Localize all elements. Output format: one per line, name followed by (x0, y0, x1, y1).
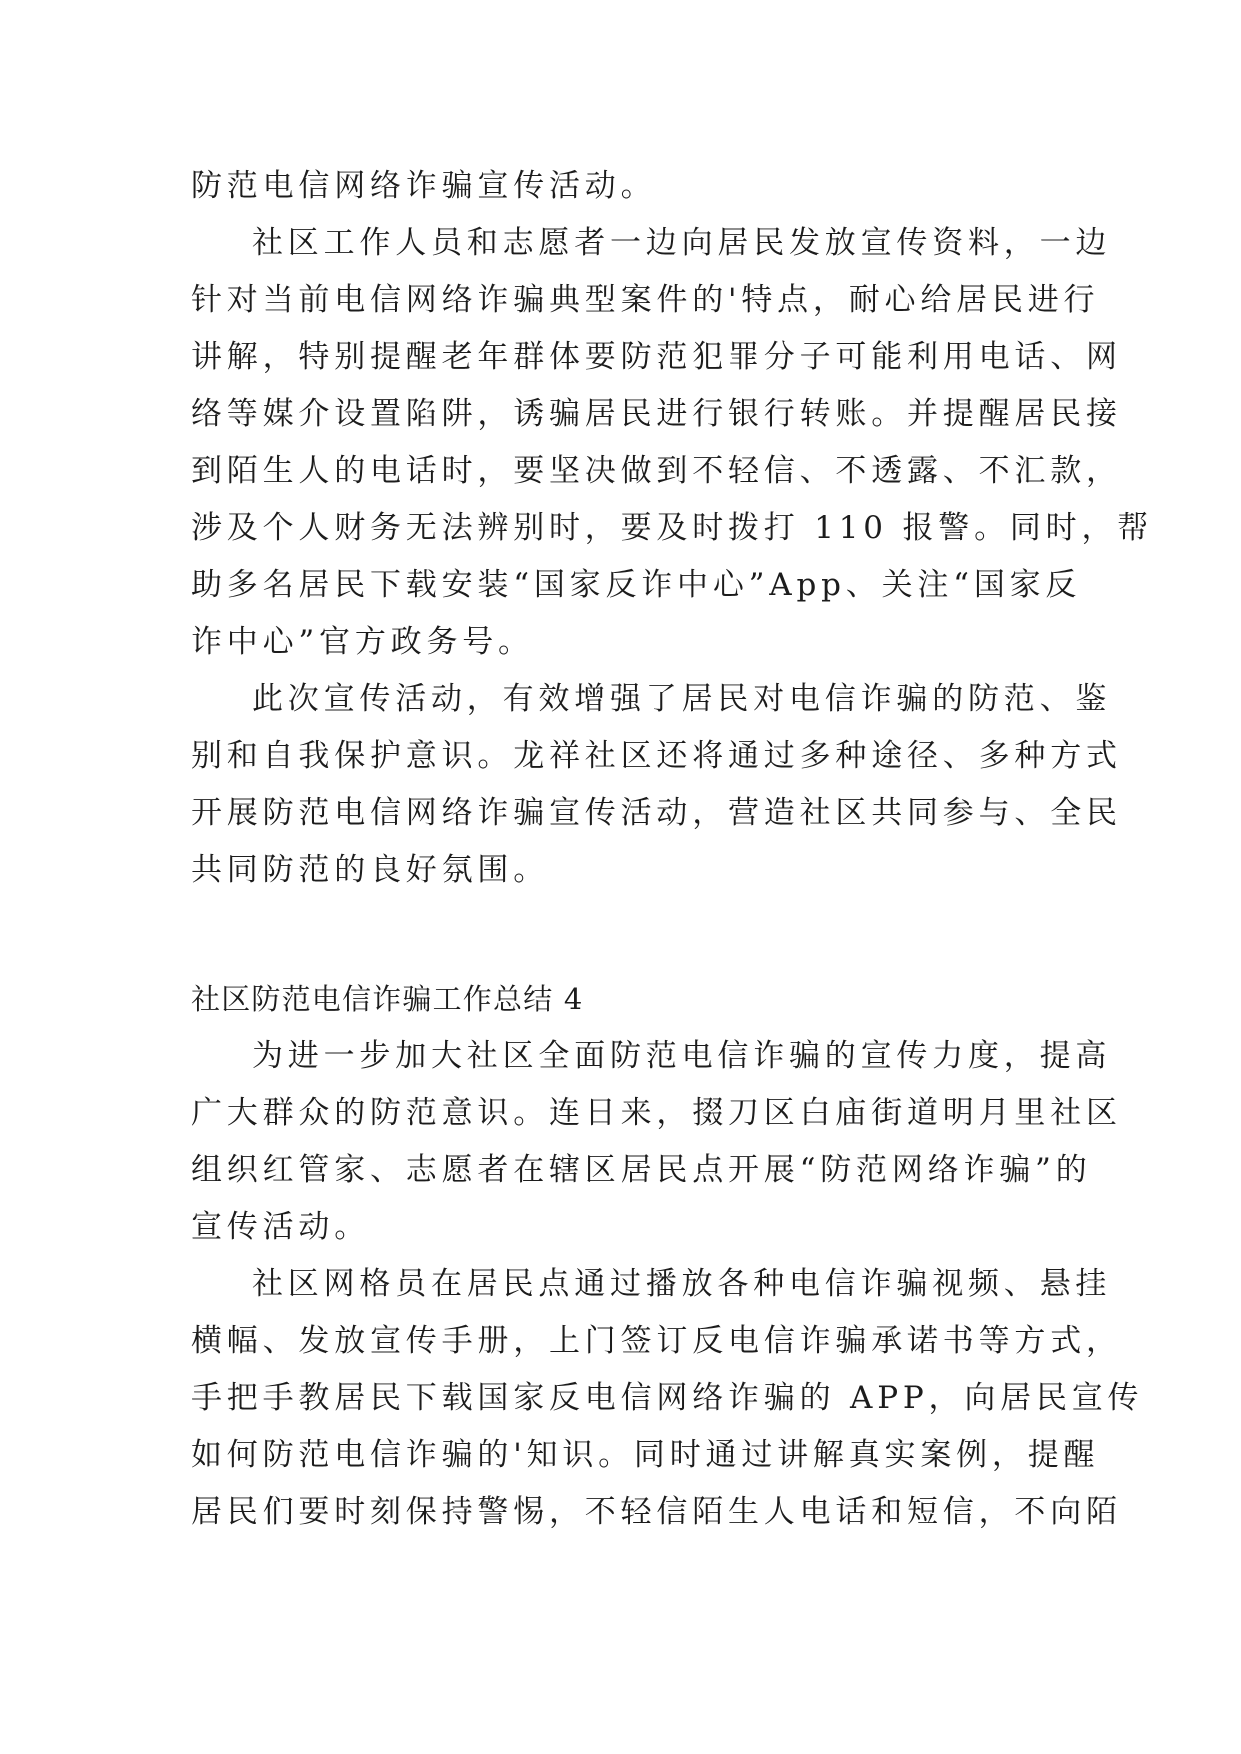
body-text-line: 涉及个人财务无法辨别时，要及时拨打 110 报警。同时，帮 (191, 510, 1154, 546)
body-text-line: 共同防范的良好氛围。 (191, 852, 549, 888)
body-text-line: 讲解，特别提醒老年群体要防范犯罪分子可能利用电话、网 (191, 339, 1122, 375)
body-text-line: 组织红管家、志愿者在辖区居民点开展“防范网络诈骗”的 (191, 1152, 1092, 1188)
paragraph-first-line: 此次宣传活动，有效增强了居民对电信诈骗的防范、鉴 (252, 681, 1112, 717)
body-text-line: 居民们要时刻保持警惕，不轻信陌生人电话和短信，不向陌 (191, 1494, 1122, 1530)
body-text-line: 广大群众的防范意识。连日来，掇刀区白庙街道明月里社区 (191, 1095, 1122, 1131)
paragraph-first-line: 社区网格员在居民点通过播放各种电信诈骗视频、悬挂 (252, 1266, 1112, 1302)
body-text-line: 络等媒介设置陷阱，诱骗居民进行银行转账。并提醒居民接 (191, 396, 1122, 432)
body-text-line: 手把手教居民下载国家反电信网络诈骗的 APP，向居民宣传 (191, 1380, 1144, 1416)
paragraph-first-line: 为进一步加大社区全面防范电信诈骗的宣传力度，提高 (252, 1038, 1112, 1074)
body-text-line: 宣传活动。 (191, 1209, 370, 1245)
body-text-line: 开展防范电信网络诈骗宣传活动，营造社区共同参与、全民 (191, 795, 1122, 831)
body-text-line: 防范电信网络诈骗宣传活动。 (191, 168, 657, 204)
body-text-line: 别和自我保护意识。龙祥社区还将通过多种途径、多种方式 (191, 738, 1122, 774)
section-heading: 社区防范电信诈骗工作总结 4 (191, 982, 584, 1016)
body-text-line: 到陌生人的电话时，要坚决做到不轻信、不透露、不汇款， (191, 453, 1122, 489)
paragraph-first-line: 社区工作人员和志愿者一边向居民发放宣传资料，一边 (252, 225, 1112, 261)
body-text-line: 如何防范电信诈骗的'知识。同时通过讲解真实案例，提醒 (191, 1437, 1100, 1473)
body-text-line: 横幅、发放宣传手册，上门签订反电信诈骗承诺书等方式， (191, 1323, 1122, 1359)
body-text-line: 助多名居民下载安装“国家反诈中心”App、关注“国家反 (191, 567, 1082, 603)
body-text-line: 诈中心”官方政务号。 (191, 624, 534, 660)
body-text-line: 针对当前电信网络诈骗典型案件的'特点，耐心给居民进行 (191, 282, 1100, 318)
